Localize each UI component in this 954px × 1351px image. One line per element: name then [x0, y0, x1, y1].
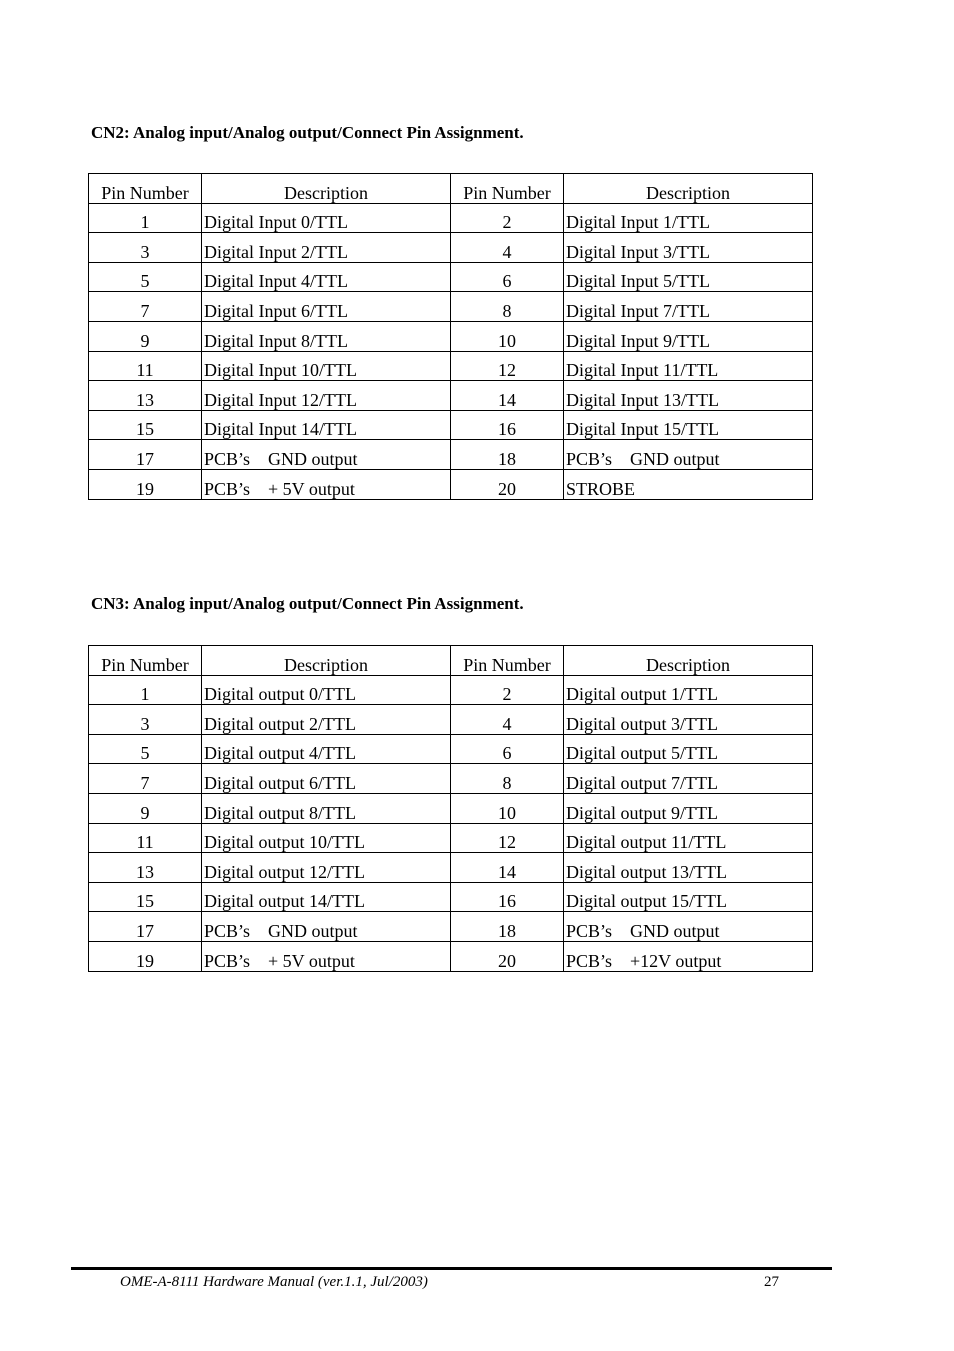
pin-number-cell: 17 — [89, 912, 202, 942]
cn2-table-body — [89, 203, 813, 499]
pin-number-cell: 8 — [451, 764, 564, 794]
pin-description-cell: Digital Input 13/TTL — [564, 381, 813, 411]
pin-number-cell: 16 — [451, 882, 564, 912]
cn3-section-title: CN3: Analog input/Analog output/Connect Pin Assignment. — [91, 594, 524, 613]
pin-description-cell: Digital Input 14/TTL — [202, 410, 451, 440]
pin-number-cell: 1 — [89, 203, 202, 233]
pin-number-cell: 11 — [89, 823, 202, 853]
pin-number-cell: 4 — [451, 705, 564, 735]
pin-description-cell: Digital Input 8/TTL — [202, 321, 451, 351]
pin-description-cell: Digital output 15/TTL — [564, 882, 813, 912]
pin-number-cell: 12 — [451, 351, 564, 381]
table-row — [89, 203, 813, 233]
table-row — [89, 233, 813, 263]
pin-description-cell: Digital output 12/TTL — [202, 853, 451, 883]
pin-description-cell: Digital Input 7/TTL — [564, 292, 813, 322]
table-row — [89, 912, 813, 942]
pin-description-cell: Digital output 0/TTL — [202, 675, 451, 705]
pin-description-cell: Digital Input 12/TTL — [202, 381, 451, 411]
column-header-pin-number: Pin Number — [451, 646, 564, 676]
pin-number-cell: 3 — [89, 705, 202, 735]
column-header-pin-number: Pin Number — [89, 646, 202, 676]
pin-description-cell: Digital Input 9/TTL — [564, 321, 813, 351]
column-header-description: Description — [564, 646, 813, 676]
footer-divider — [71, 1267, 832, 1270]
pin-description-cell: Digital output 2/TTL — [202, 705, 451, 735]
pin-number-cell: 9 — [89, 793, 202, 823]
pin-description-cell: Digital output 11/TTL — [564, 823, 813, 853]
pin-number-cell: 7 — [89, 292, 202, 322]
pin-description-cell: Digital output 7/TTL — [564, 764, 813, 794]
table-row — [89, 321, 813, 351]
table-row — [89, 941, 813, 971]
pin-description-cell: Digital output 13/TTL — [564, 853, 813, 883]
pin-number-cell: 19 — [89, 941, 202, 971]
table-row — [89, 469, 813, 499]
column-header-pin-number: Pin Number — [451, 174, 564, 204]
pin-number-cell: 10 — [451, 321, 564, 351]
pin-description-cell: Digital Input 2/TTL — [202, 233, 451, 263]
pin-number-cell: 5 — [89, 262, 202, 292]
pin-number-cell: 13 — [89, 853, 202, 883]
table-row — [89, 440, 813, 470]
pin-number-cell: 15 — [89, 882, 202, 912]
pin-number-cell: 13 — [89, 381, 202, 411]
pin-number-cell: 2 — [451, 675, 564, 705]
pin-description-cell: Digital Input 11/TTL — [564, 351, 813, 381]
pin-description-cell: Digital output 1/TTL — [564, 675, 813, 705]
pin-number-cell: 19 — [89, 469, 202, 499]
table-header-row — [89, 174, 813, 204]
table-row — [89, 882, 813, 912]
pin-number-cell: 5 — [89, 734, 202, 764]
table-row — [89, 764, 813, 794]
pin-number-cell: 1 — [89, 675, 202, 705]
pin-description-cell: PCB’s GND output — [564, 912, 813, 942]
pin-number-cell: 20 — [451, 469, 564, 499]
pin-description-cell: Digital Input 5/TTL — [564, 262, 813, 292]
column-header-description: Description — [202, 646, 451, 676]
pin-description-cell: Digital output 10/TTL — [202, 823, 451, 853]
pin-number-cell: 2 — [451, 203, 564, 233]
column-header-pin-number: Pin Number — [89, 174, 202, 204]
pin-number-cell: 14 — [451, 381, 564, 411]
cn3-pin-table — [88, 645, 813, 972]
pin-description-cell: PCB’s GND output — [564, 440, 813, 470]
pin-description-cell: PCB’s GND output — [202, 912, 451, 942]
table-row — [89, 823, 813, 853]
cn2-pin-table — [88, 173, 813, 500]
pin-description-cell: PCB’s + 5V output — [202, 941, 451, 971]
pin-number-cell: 4 — [451, 233, 564, 263]
table-row — [89, 793, 813, 823]
table-row — [89, 675, 813, 705]
pin-description-cell: Digital Input 4/TTL — [202, 262, 451, 292]
pin-description-cell: STROBE — [564, 469, 813, 499]
pin-description-cell: Digital output 4/TTL — [202, 734, 451, 764]
pin-description-cell: Digital Input 3/TTL — [564, 233, 813, 263]
pin-description-cell: Digital Input 0/TTL — [202, 203, 451, 233]
pin-number-cell: 9 — [89, 321, 202, 351]
pin-number-cell: 8 — [451, 292, 564, 322]
cn2-section-title: CN2: Analog input/Analog output/Connect Pin Assignment. — [91, 123, 524, 142]
column-header-description: Description — [202, 174, 451, 204]
pin-description-cell: Digital output 14/TTL — [202, 882, 451, 912]
table-row — [89, 410, 813, 440]
table-row — [89, 734, 813, 764]
pin-number-cell: 18 — [451, 440, 564, 470]
table-row — [89, 351, 813, 381]
pin-description-cell: Digital output 8/TTL — [202, 793, 451, 823]
pin-description-cell: Digital output 3/TTL — [564, 705, 813, 735]
pin-number-cell: 20 — [451, 941, 564, 971]
pin-description-cell: Digital Input 1/TTL — [564, 203, 813, 233]
pin-description-cell: Digital Input 6/TTL — [202, 292, 451, 322]
pin-number-cell: 6 — [451, 734, 564, 764]
pin-number-cell: 6 — [451, 262, 564, 292]
pin-number-cell: 11 — [89, 351, 202, 381]
pin-description-cell: Digital output 6/TTL — [202, 764, 451, 794]
table-row — [89, 705, 813, 735]
table-row — [89, 853, 813, 883]
cn3-table-body — [89, 675, 813, 971]
pin-number-cell: 12 — [451, 823, 564, 853]
footer-manual-title: OME-A-8111 Hardware Manual (ver.1.1, Jul/2003) — [120, 1274, 428, 1290]
pin-description-cell: PCB’s GND output — [202, 440, 451, 470]
table-row — [89, 262, 813, 292]
pin-description-cell: Digital output 5/TTL — [564, 734, 813, 764]
pin-description-cell: Digital Input 15/TTL — [564, 410, 813, 440]
pin-description-cell: Digital Input 10/TTL — [202, 351, 451, 381]
table-row — [89, 292, 813, 322]
pin-number-cell: 7 — [89, 764, 202, 794]
pin-description-cell: PCB’s + 5V output — [202, 469, 451, 499]
page-number: 27 — [764, 1274, 779, 1290]
column-header-description: Description — [564, 174, 813, 204]
pin-number-cell: 17 — [89, 440, 202, 470]
pin-number-cell: 14 — [451, 853, 564, 883]
table-header-row — [89, 646, 813, 676]
pin-number-cell: 3 — [89, 233, 202, 263]
pin-description-cell: PCB’s +12V output — [564, 941, 813, 971]
pin-description-cell: Digital output 9/TTL — [564, 793, 813, 823]
pin-number-cell: 18 — [451, 912, 564, 942]
pin-number-cell: 15 — [89, 410, 202, 440]
table-row — [89, 381, 813, 411]
pin-number-cell: 16 — [451, 410, 564, 440]
pin-number-cell: 10 — [451, 793, 564, 823]
